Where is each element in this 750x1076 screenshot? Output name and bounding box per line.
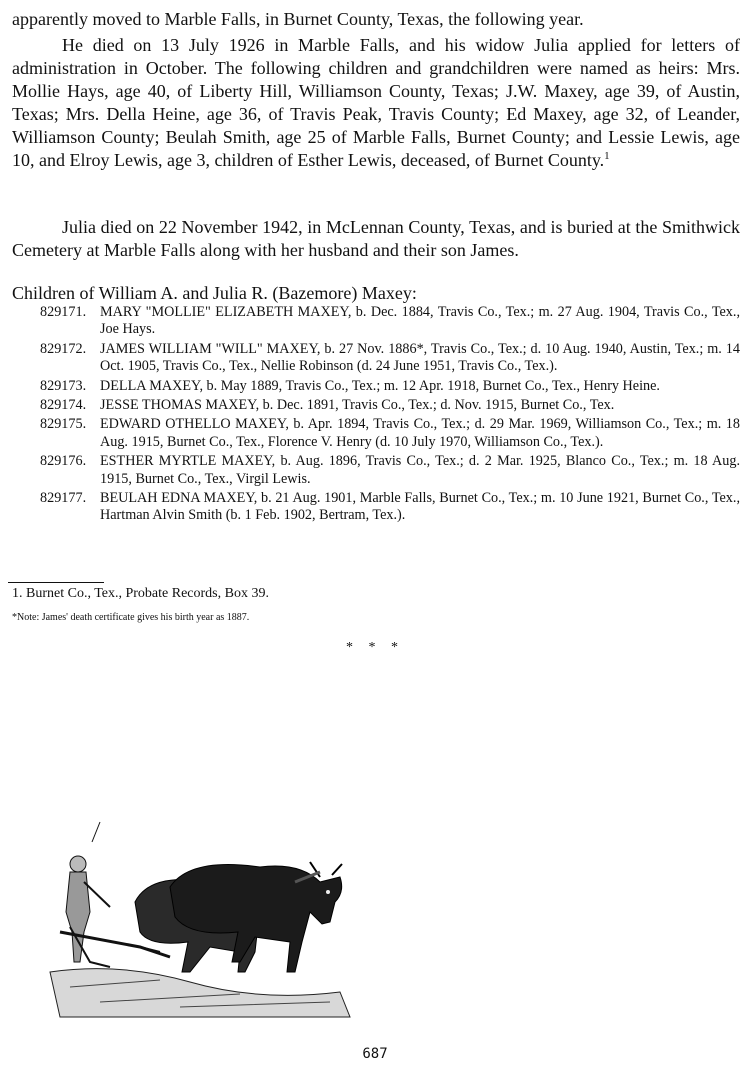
footnote-divider <box>8 582 104 583</box>
page-number: 687 <box>362 1046 388 1062</box>
list-item: 829177. BEULAH EDNA MAXEY, b. 21 Aug. 1901, Marble Falls, Burnet Co., Tex.; m. 10 June 1921, Burnet Co., Tex., Hartman Alvin Smith (b. 1 Feb. 1902, Bertram, Tex.). <box>40 490 740 524</box>
children-heading: Children of William A. and Julia R. (Bazemore) Maxey: <box>12 283 417 303</box>
list-item: 829172. JAMES WILLIAM "WILL" MAXEY, b. 27 Nov. 1886*, Travis Co., Tex.; d. 10 Aug. 1940, Austin, Tex.; m. 14 Oct. 1905, Travis Co., Tex., Nellie Robinson (d. 24 June 1951, Travis Co., Tex.). <box>40 340 740 375</box>
list-item: 829171. MARY "MOLLIE" ELIZABETH MAXEY, b. Dec. 1884, Travis Co., Tex.; m. 27 Aug. 1904, Travis Co., Tex., Joe Hays. <box>40 304 740 338</box>
plowing-oxen-illustration <box>40 812 360 1022</box>
footnote-reference: 1 <box>604 150 610 162</box>
section-break: * * * <box>346 640 404 655</box>
birth-year-note: *Note: James' death certificate gives his birth year as 1887. <box>12 612 250 623</box>
paragraph-continuation: apparently moved to Marble Falls, in Burnet County, Texas, the following year. <box>12 9 584 29</box>
children-list <box>40 304 740 527</box>
paragraph-heirs: He died on 13 July 1926 in Marble Falls, and his widow Julia applied for letters of administration in October. The following children and grandchildren were named as heirs: Mrs. Mollie Hays, age 40, of Liberty Hill, Williamson County, Texas; J.W. Maxey, age 39, of Austin, Texas; Mrs. Della Heine, age 36, of Travis Peak, Travis County; Ed Maxey, age 32, of Leander, Williamson County; Beulah Smith, age 25 of Marble Falls, Burnet County; and Lessie Lewis, age 10, and Elroy Lewis, age 3, children of Esther Lewis, deceased, of Burnet County.$^1$ <box>12 35 740 170</box>
paragraph-julia-death: Julia died on 22 November 1942, in McLennan County, Texas, and is buried at the Smithwick Cemetery at Marble Falls along with her husband and their son James. <box>12 217 740 260</box>
list-item: 829174. JESSE THOMAS MAXEY, b. Dec. 1891, Travis Co., Tex.; d. Nov. 1915, Burnet Co., Tex. <box>40 397 615 414</box>
list-item: 829173. DELLA MAXEY, b. May 1889, Travis Co., Tex.; m. 12 Apr. 1918, Burnet Co., Tex., Henry Heine. <box>40 377 660 394</box>
list-item: 829175. EDWARD OTHELLO MAXEY, b. Apr. 1894, Travis Co., Tex.; d. 29 Mar. 1969, Williamson Co., Tex.; m. 18 Aug. 1915, Burnet Co., Tex., Florence V. Henry (d. 10 July 1970, Williamson Co., Tex.). <box>40 416 740 450</box>
footnote: 1. Burnet Co., Tex., Probate Records, Box 39. <box>12 586 269 601</box>
list-item: 829176. ESTHER MYRTLE MAXEY, b. Aug. 1896, Travis Co., Tex.; d. 2 Mar. 1925, Blanco Co., Tex.; m. 18 Aug. 1915, Burnet Co., Tex., Virgil Lewis. <box>40 453 740 487</box>
